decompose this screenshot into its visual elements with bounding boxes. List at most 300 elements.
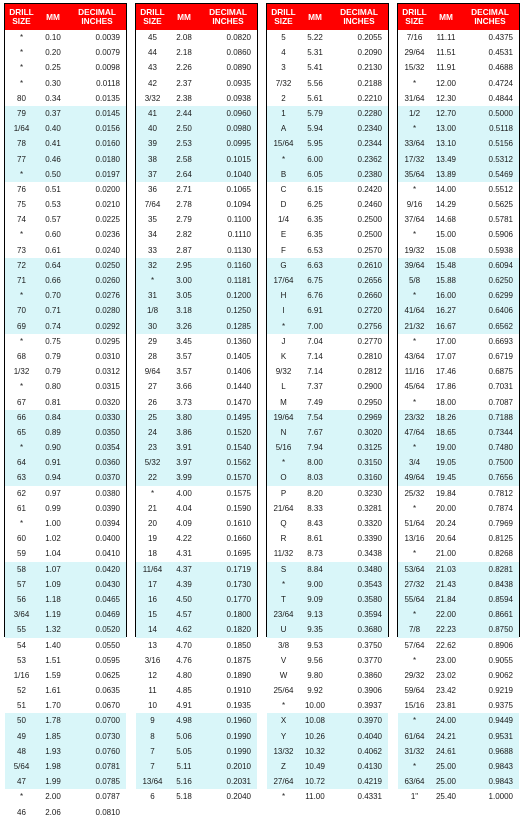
drill-size-cell: 68	[17, 351, 26, 361]
mm-cell: 5.06	[176, 731, 192, 741]
decimal-inches-cell: 0.9449	[488, 716, 513, 726]
table-row	[267, 319, 388, 334]
table-row	[5, 152, 126, 167]
decimal-inches-cell: 0.2610	[357, 260, 382, 270]
decimal-inches-cell: 0.1990	[226, 746, 251, 756]
mm-cell: 0.25	[45, 63, 61, 73]
decimal-inches-cell: 0.1520	[226, 427, 251, 437]
drill-size-cell: M	[280, 397, 287, 407]
decimal-inches-cell: 0.1470	[226, 397, 251, 407]
mm-cell: 0.70	[45, 291, 61, 301]
mm-cell: 2.53	[176, 139, 192, 149]
mm-cell: 24.00	[435, 716, 457, 726]
table-row	[398, 516, 519, 531]
decimal-inches-cell: 0.2660	[357, 291, 382, 301]
table-row	[267, 455, 388, 470]
decimal-inches-cell: 0.0039	[95, 33, 120, 42]
drill-size-cell: 34	[148, 230, 157, 240]
table-row	[267, 379, 388, 394]
mm-cell: 1.70	[45, 701, 61, 711]
mm-cell: 3.26	[176, 321, 192, 331]
decimal-inches-cell: 0.7500	[488, 458, 513, 468]
drill-size-cell: 41	[148, 108, 157, 118]
drill-size-cell: *	[281, 579, 286, 589]
mm-cell: 6.05	[307, 169, 323, 179]
decimal-inches-cell: 0.2380	[357, 169, 382, 179]
mm-cell: 1.09	[45, 579, 61, 589]
mm-cell: 8.00	[307, 458, 323, 468]
mm-cell: 0.80	[45, 382, 61, 392]
decimal-inches-cell: 0.0350	[95, 427, 120, 437]
mm-cell: 18.26	[435, 412, 457, 422]
mm-cell: 8.03	[307, 473, 323, 483]
mm-cell: 2.44	[176, 108, 192, 118]
mm-cell: 3.99	[176, 473, 192, 483]
mm-cell: 11.91	[436, 63, 456, 73]
drill-size-cell: 7	[150, 762, 155, 771]
table-row	[5, 379, 126, 394]
drill-size-cell: 51	[17, 701, 26, 711]
table-row	[5, 713, 126, 728]
decimal-inches-cell: 0.3970	[357, 716, 382, 726]
drill-size-cell: 15/16	[404, 701, 425, 711]
decimal-inches-cell: 0.5312	[488, 154, 513, 164]
table-row	[398, 303, 519, 318]
drill-size-cell: 7/16	[406, 33, 423, 42]
table-row	[5, 638, 126, 653]
drill-size-cell: *	[412, 336, 417, 346]
table-row	[267, 395, 388, 410]
decimal-inches-cell: 0.0430	[95, 579, 120, 589]
table-row	[5, 622, 126, 637]
drill-size-cell: 43/64	[404, 351, 425, 361]
drill-size-cell: 26	[148, 397, 157, 407]
decimal-inches-cell: 0.3125	[357, 443, 382, 453]
drill-size-cell: *	[412, 124, 417, 134]
mm-cell: 17.86	[435, 382, 457, 392]
decimal-inches-cell: 0.9055	[488, 655, 513, 665]
drill-size-cell: 49/64	[404, 473, 425, 483]
table-row	[5, 425, 126, 440]
table-row	[136, 683, 257, 698]
mm-cell: 10.49	[304, 762, 326, 771]
decimal-inches-cell: 0.2656	[357, 276, 382, 285]
decimal-inches-cell: 0.0380	[95, 488, 120, 498]
table-row	[398, 455, 519, 470]
table-row	[5, 273, 126, 288]
drill-size-cell: 48	[17, 746, 26, 756]
table-row	[136, 668, 257, 683]
drill-size-cell: 39	[148, 139, 157, 149]
drill-size-cell: 58	[17, 564, 26, 574]
table-row	[398, 273, 519, 288]
mm-cell: 5.41	[307, 63, 323, 73]
drill-size-cell: 15/32	[404, 63, 425, 73]
table-panel	[135, 3, 258, 802]
drill-size-cell: 9/32	[275, 367, 292, 377]
decimal-inches-cell: 0.5469	[488, 169, 513, 179]
decimal-inches-cell: 0.7812	[488, 488, 513, 498]
decimal-inches-cell: 0.9843	[488, 777, 513, 787]
table-row	[136, 197, 257, 212]
decimal-inches-cell: 0.4130	[357, 762, 382, 771]
drill-size-cell: 22	[148, 473, 157, 483]
mm-cell: 9.00	[307, 579, 323, 589]
decimal-inches-cell: 0.2040	[226, 792, 251, 802]
decimal-inches-cell: 0.1200	[226, 291, 251, 301]
header-text: DECIMAL	[471, 7, 509, 18]
drill-size-cell: 1	[281, 108, 286, 118]
table-row	[398, 668, 519, 683]
table-row	[398, 789, 519, 804]
decimal-inches-cell: 0.1015	[226, 154, 251, 164]
drill-size-cell: J	[281, 336, 286, 346]
decimal-inches-cell: 0.5512	[488, 184, 513, 194]
mm-cell: 0.34	[45, 93, 61, 103]
table-row	[5, 774, 126, 789]
table-row	[136, 167, 257, 182]
table-row	[136, 30, 257, 45]
decimal-inches-cell: 0.0635	[95, 686, 120, 696]
decimal-inches-cell: 0.4040	[357, 731, 382, 741]
drill-size-cell: 19/32	[404, 245, 425, 255]
table-row	[5, 258, 126, 273]
mm-cell: 4.39	[176, 579, 192, 589]
drill-size-cell: 53/64	[404, 564, 425, 574]
drill-size-cell: 43	[148, 63, 157, 73]
mm-cell: 2.50	[176, 124, 192, 134]
table-row	[398, 440, 519, 455]
table-row	[267, 546, 388, 561]
mm-cell: 2.71	[176, 184, 192, 194]
mm-cell: 5.79	[307, 108, 323, 118]
drill-size-cell: 21/32	[404, 321, 425, 331]
mm-cell: 0.90	[45, 443, 61, 453]
drill-size-cell: *	[19, 382, 24, 392]
drill-size-cell: 51/64	[404, 519, 425, 528]
table-row	[136, 516, 257, 531]
drill-size-cell: 2	[281, 93, 286, 103]
table-row	[5, 227, 126, 242]
table-row	[267, 303, 388, 318]
decimal-inches-cell: 0.0280	[95, 306, 120, 316]
decimal-inches-cell: 0.5906	[488, 230, 513, 240]
mm-cell: 0.79	[45, 351, 61, 361]
decimal-inches-cell: 0.1540	[226, 443, 251, 453]
drill-size-cell: 59	[17, 549, 26, 559]
table-row	[267, 273, 388, 288]
drill-size-cell: *	[150, 276, 155, 285]
decimal-inches-cell: 0.0160	[95, 139, 120, 149]
mm-cell: 5.16	[176, 777, 192, 787]
mm-cell: 3.66	[176, 382, 192, 392]
mm-cell: 2.37	[176, 78, 192, 88]
drill-size-cell: 80	[17, 93, 26, 103]
drill-size-cell: 27	[148, 382, 157, 392]
decimal-inches-cell: 0.0960	[226, 108, 251, 118]
table-row	[5, 167, 126, 182]
table-row	[398, 774, 519, 789]
table-row	[267, 91, 388, 106]
drill-size-cell: 57	[17, 579, 26, 589]
table-row	[136, 577, 257, 592]
mm-cell: 3.00	[176, 276, 192, 285]
table-row	[136, 789, 257, 804]
decimal-inches-cell: 0.0210	[95, 200, 120, 210]
decimal-inches-cell: 0.2010	[226, 762, 251, 771]
mm-cell: 1.32	[45, 625, 61, 635]
table-row	[267, 638, 388, 653]
table-row	[136, 121, 257, 136]
table-row	[398, 562, 519, 577]
mm-cell: 16.67	[435, 321, 457, 331]
table-row	[136, 531, 257, 546]
drill-size-cell: 20	[148, 519, 157, 528]
table-row	[5, 759, 126, 774]
table-row	[5, 76, 126, 91]
table-row	[398, 546, 519, 561]
drill-size-cell: *	[281, 458, 286, 468]
mm-cell: 7.94	[307, 443, 323, 453]
mm-cell: 23.00	[435, 655, 457, 665]
table-row	[136, 440, 257, 455]
drill-size-cell: F	[281, 245, 286, 255]
table-row	[267, 76, 388, 91]
drill-size-cell: 1/64	[13, 124, 30, 134]
table-row	[267, 349, 388, 364]
decimal-inches-cell: 0.0320	[95, 397, 120, 407]
mm-cell: 11.00	[305, 792, 325, 802]
mm-cell: 7.14	[307, 351, 323, 361]
mm-cell: 0.46	[45, 154, 61, 164]
decimal-inches-cell: 0.4375	[488, 33, 513, 42]
drill-size-cell: 42	[148, 78, 157, 88]
decimal-inches-cell: 0.1850	[226, 640, 251, 650]
drill-size-cell: 5/32	[144, 458, 161, 468]
table-row	[136, 60, 257, 75]
mm-cell: 9.92	[307, 686, 323, 696]
mm-cell: 1.93	[45, 746, 61, 756]
drill-size-cell: I	[282, 306, 285, 316]
drill-size-cell: 47/64	[404, 427, 425, 437]
drill-size-cell: 30	[148, 321, 157, 331]
table-panel	[397, 3, 520, 802]
mm-cell: 25.00	[435, 777, 457, 787]
table-row	[398, 592, 519, 607]
decimal-inches-cell: 0.7087	[488, 397, 513, 407]
decimal-inches-cell: 0.1570	[226, 473, 251, 483]
drill-size-cell: 8	[150, 731, 155, 741]
header-text: MM	[439, 11, 453, 22]
drill-size-cell: Q	[280, 519, 287, 528]
table-row	[267, 713, 388, 728]
mm-cell: 21.43	[435, 579, 457, 589]
table-row	[267, 121, 388, 136]
decimal-inches-cell: 0.0156	[95, 124, 120, 134]
mm-cell: 3.57	[176, 367, 192, 377]
decimal-inches-cell: 0.2130	[357, 63, 382, 73]
mm-cell: 3.91	[176, 443, 192, 453]
drill-size-cell: 16	[148, 594, 157, 604]
table-row	[398, 759, 519, 774]
header-text: DECIMAL	[340, 7, 378, 18]
mm-cell: 10.72	[304, 777, 326, 787]
mm-cell: 1.61	[45, 686, 61, 696]
table-row	[5, 288, 126, 303]
decimal-inches-cell: 0.0360	[95, 458, 120, 468]
table-row	[136, 562, 257, 577]
drill-size-cell: 18	[148, 549, 157, 559]
drill-size-cell: 31	[148, 291, 157, 301]
mm-cell: 2.38	[176, 93, 192, 103]
mm-cell: 4.50	[176, 594, 192, 604]
header-text: DECIMAL	[78, 7, 116, 18]
drill-size-cell: G	[280, 260, 287, 270]
table-row	[5, 789, 126, 804]
table-row	[136, 592, 257, 607]
mm-cell: 2.87	[176, 245, 192, 255]
drill-size-cell: *	[412, 762, 417, 771]
decimal-inches-cell: 0.1875	[226, 655, 251, 665]
decimal-inches-cell: 0.5625	[488, 200, 513, 210]
decimal-inches-cell: 0.5118	[489, 124, 513, 134]
decimal-inches-cell: 0.0135	[95, 93, 120, 103]
table-row	[267, 152, 388, 167]
header-text: INCHES	[81, 16, 113, 26]
drill-size-cell: *	[412, 610, 417, 620]
decimal-inches-cell: 0.5000	[488, 108, 513, 118]
decimal-inches-cell: 0.2340	[357, 124, 382, 134]
decimal-inches-cell: 0.0730	[95, 731, 120, 741]
table-row	[136, 470, 257, 485]
decimal-inches-cell: 0.2344	[357, 139, 382, 149]
mm-cell: 14.00	[435, 184, 457, 194]
table-row	[398, 486, 519, 501]
mm-cell: 4.62	[176, 625, 192, 635]
drill-size-cell: 47	[17, 777, 26, 787]
mm-cell: 22.23	[435, 625, 457, 635]
decimal-inches-cell: 0.6299	[488, 291, 513, 301]
decimal-inches-header	[461, 4, 519, 30]
decimal-inches-cell: 0.0670	[95, 701, 120, 711]
mm-cell: 0.64	[45, 260, 61, 270]
table-row	[398, 638, 519, 653]
mm-cell: 0.60	[45, 230, 61, 240]
decimal-inches-cell: 0.0225	[95, 215, 120, 225]
decimal-inches-cell: 0.0260	[95, 276, 120, 285]
decimal-inches-cell: 0.3680	[357, 625, 382, 635]
mm-cell: 17.46	[435, 367, 457, 377]
decimal-inches-cell: 0.4688	[488, 63, 513, 73]
drill-size-cell: *	[19, 792, 24, 802]
table-row	[398, 683, 519, 698]
mm-header	[38, 4, 68, 30]
decimal-inches-cell: 0.2969	[357, 412, 382, 422]
mm-cell: 6.76	[307, 291, 323, 301]
table-row	[398, 577, 519, 592]
drill-size-header	[267, 4, 300, 30]
table-row	[267, 759, 388, 774]
mm-cell: 4.57	[176, 610, 192, 620]
mm-cell: 3.45	[176, 336, 192, 346]
mm-cell: 19.45	[435, 473, 457, 483]
decimal-inches-cell: 0.4062	[357, 746, 382, 756]
drill-size-cell: 21	[148, 503, 157, 513]
mm-cell: 6.53	[307, 245, 323, 255]
mm-cell: 2.08	[176, 33, 192, 42]
table-row	[398, 349, 519, 364]
mm-cell: 15.08	[435, 245, 457, 255]
table-row	[5, 470, 126, 485]
drill-size-cell: 3/32	[144, 93, 161, 103]
decimal-inches-cell: 0.0295	[95, 336, 120, 346]
drill-size-cell: 37	[148, 169, 157, 179]
table-row	[5, 197, 126, 212]
mm-cell: 24.21	[435, 731, 457, 741]
table-row	[267, 653, 388, 668]
table-row	[267, 197, 388, 212]
decimal-inches-cell: 0.0315	[95, 382, 120, 392]
table-row	[267, 212, 388, 227]
drill-size-cell: 7/8	[408, 625, 421, 635]
drill-size-cell: 12	[148, 670, 157, 680]
decimal-inches-cell: 0.6719	[488, 351, 513, 361]
drill-size-cell: 67	[17, 397, 26, 407]
table-row	[5, 531, 126, 546]
drill-size-cell: 57/64	[404, 640, 425, 650]
decimal-inches-cell: 0.3390	[357, 534, 382, 544]
mm-cell: 12.30	[435, 93, 457, 103]
mm-cell: 8.61	[307, 534, 323, 544]
decimal-inches-cell: 0.0276	[95, 291, 120, 301]
decimal-inches-cell: 0.0410	[95, 549, 120, 559]
decimal-inches-cell: 0.8594	[488, 594, 513, 604]
table-row	[136, 744, 257, 759]
decimal-inches-cell: 0.1250	[226, 306, 251, 316]
mm-cell: 14.68	[435, 215, 457, 225]
decimal-inches-cell: 0.0520	[95, 625, 120, 635]
drill-size-cell: 60	[17, 534, 26, 544]
table-row	[5, 562, 126, 577]
header-text: SIZE	[12, 16, 31, 26]
table-row	[398, 531, 519, 546]
mm-cell: 2.78	[176, 200, 192, 210]
table-row	[267, 182, 388, 197]
mm-cell: 0.61	[45, 245, 61, 255]
decimal-inches-header	[68, 4, 126, 30]
table-row	[398, 729, 519, 744]
table-row	[5, 486, 126, 501]
drill-size-cell: 13/64	[142, 777, 163, 787]
mm-cell: 7.54	[307, 412, 323, 422]
mm-cell: 22.00	[435, 610, 457, 620]
mm-cell: 1.98	[45, 762, 61, 771]
mm-cell: 0.74	[45, 321, 61, 331]
table-row	[136, 182, 257, 197]
drill-size-cell: *	[19, 519, 24, 528]
table-row	[267, 440, 388, 455]
decimal-inches-cell: 0.1575	[226, 488, 251, 498]
table-row	[5, 744, 126, 759]
drill-size-cell: X	[280, 716, 287, 726]
table-row	[267, 167, 388, 182]
drill-size-cell: *	[412, 291, 417, 301]
drill-size-cell: V	[280, 655, 287, 665]
table-row	[136, 774, 257, 789]
table-row	[398, 319, 519, 334]
table-row	[5, 364, 126, 379]
mm-cell: 2.18	[176, 48, 192, 58]
